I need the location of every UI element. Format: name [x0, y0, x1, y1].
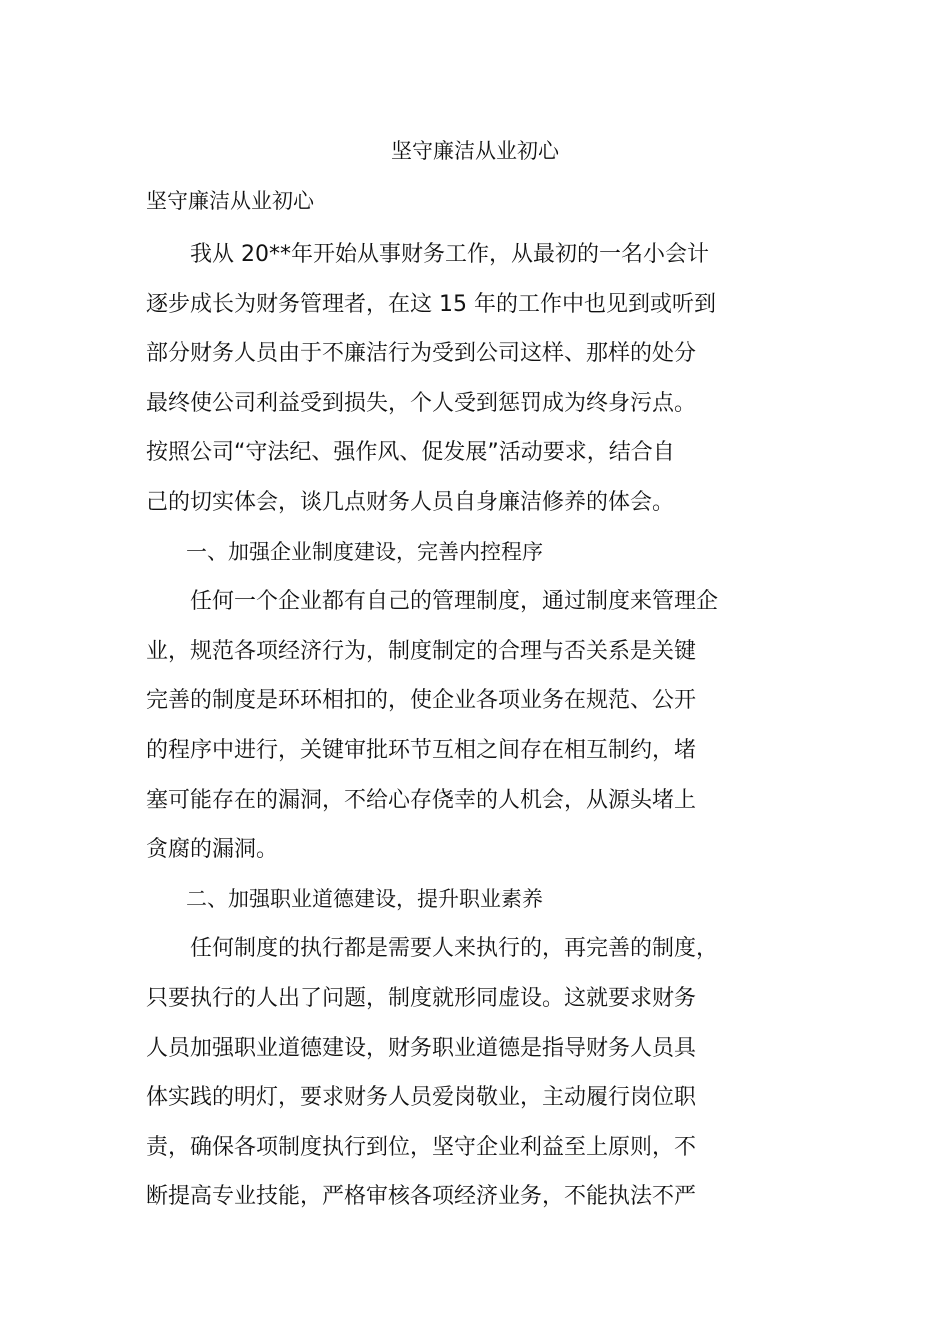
- section-heading: 二、加强职业道德建设，提升职业素养: [186, 886, 543, 911]
- body-line: 体实践的明灯，要求财务人员爱岗敬业，主动履行岗位职: [146, 1085, 697, 1111]
- body-line: 贪腐的漏洞。: [146, 837, 279, 863]
- body-line: 己的切实体会，谈几点财务人员自身廉洁修养的体会。: [146, 489, 675, 515]
- document-subtitle: 坚守廉洁从业初心: [146, 189, 314, 213]
- body-line: 部分财务人员由于不廉洁行为受到公司这样、那样的处分: [146, 341, 697, 367]
- body-line: 责，确保各项制度执行到位，坚守企业利益至上原则，不: [146, 1134, 697, 1160]
- document-body: [146, 230, 810, 1222]
- body-line: 按照公司“守法纪、强作风、促发展”活动要求，结合自: [146, 440, 675, 466]
- body-line: 任何一个企业都有自己的管理制度，通过制度来管理企: [190, 589, 719, 615]
- body-line: 人员加强职业道德建设，财务职业道德是指导财务人员具: [146, 1035, 697, 1061]
- section-heading: 一、加强企业制度建设，完善内控程序: [186, 539, 543, 564]
- body-line: 任何制度的执行都是需要人来执行的，再完善的制度，: [190, 936, 719, 962]
- body-line: 只要执行的人出了问题，制度就形同虚设。这就要求财务: [146, 985, 697, 1011]
- body-line: 最终使公司利益受到损失，个人受到惩罚成为终身污点。: [146, 390, 697, 416]
- body-line: 我从 20**年开始从事财务工作，从最初的一名小会计: [190, 242, 709, 267]
- body-line: 断提高专业技能，严格审核各项经济业务，不能执法不严: [146, 1184, 697, 1210]
- body-line: 的程序中进行，关键审批环节互相之间存在相互制约，堵: [146, 737, 697, 763]
- document-title: 坚守廉洁从业初心: [391, 139, 559, 163]
- body-line: 完善的制度是环环相扣的，使企业各项业务在规范、公开: [146, 688, 697, 714]
- body-line: 逐步成长为财务管理者，在这 15 年的工作中也见到或听到: [146, 291, 716, 317]
- body-line: 业，规范各项经济行为，制度制定的合理与否关系是关键: [146, 638, 697, 664]
- body-line: 塞可能存在的漏洞，不给心存侥幸的人机会，从源头堵上: [146, 787, 697, 813]
